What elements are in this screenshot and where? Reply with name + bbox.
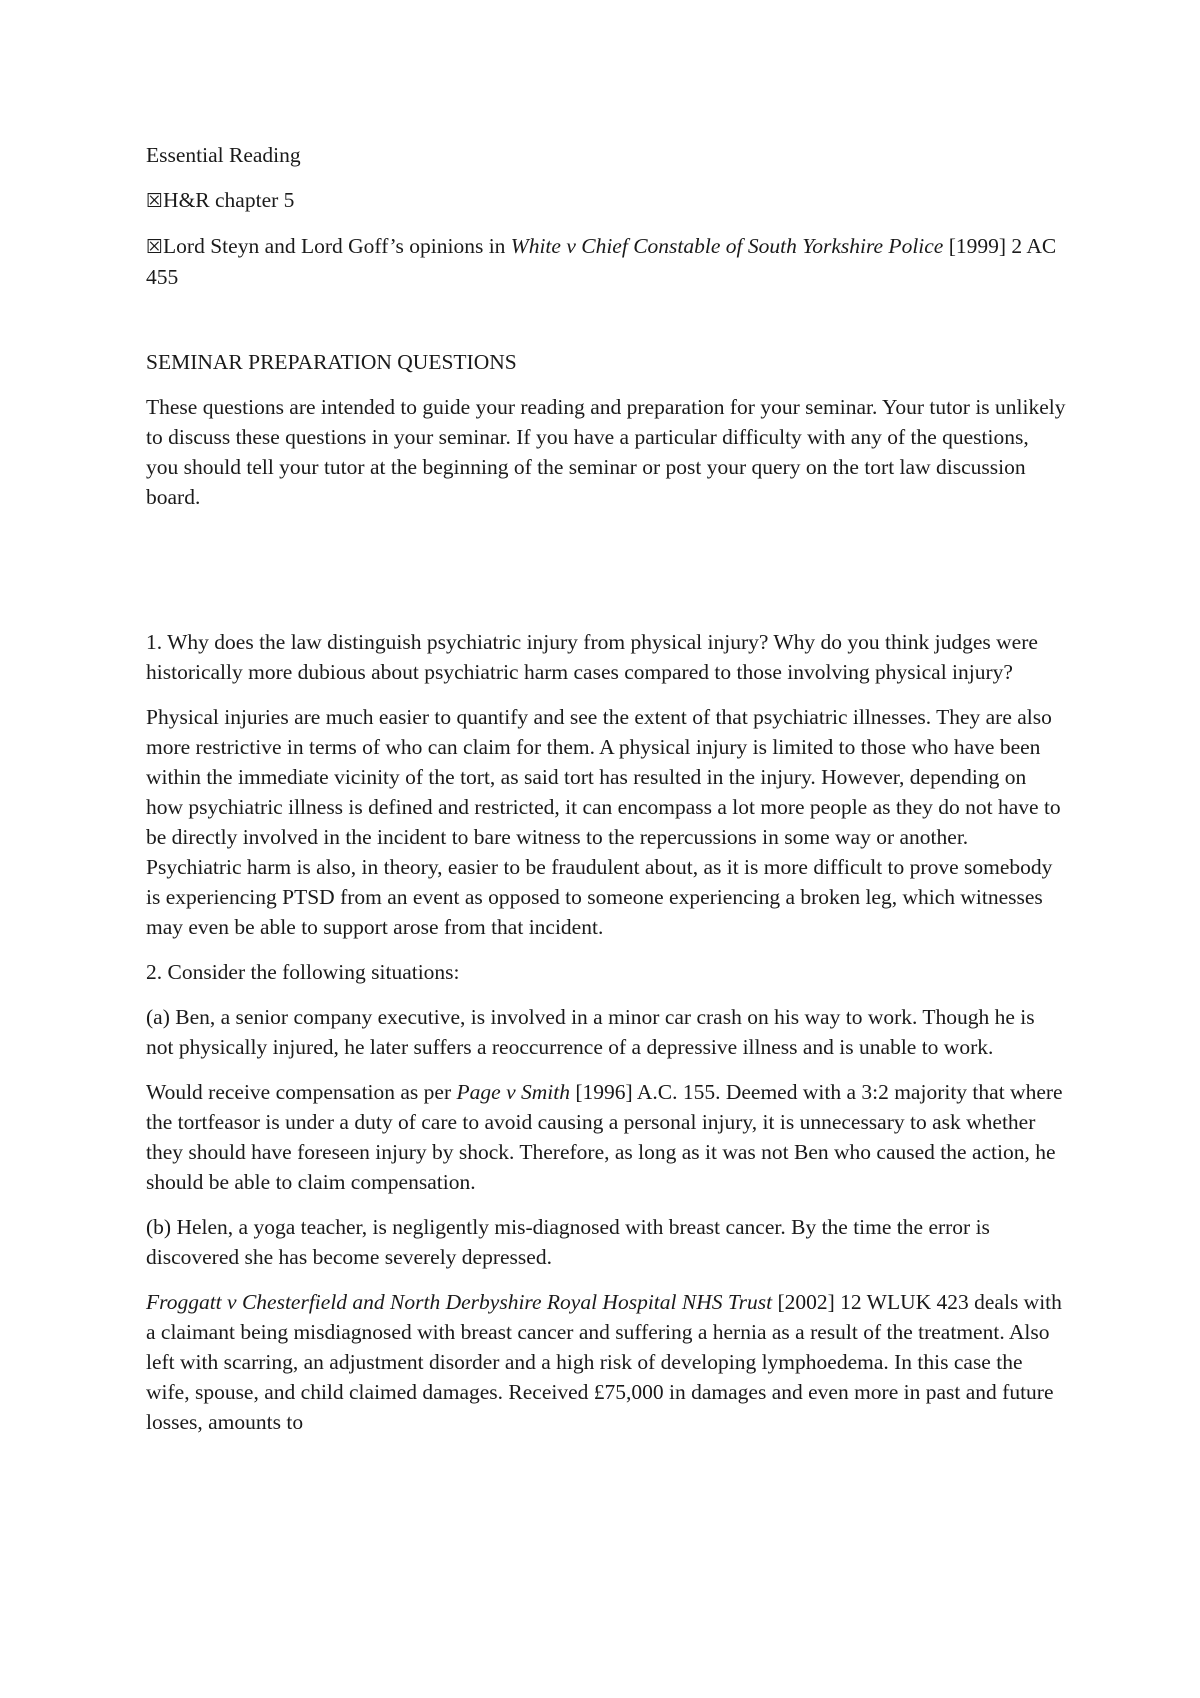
- answer-2a-post: [1996] A.C. 155. Deemed with a 3:2 majority that where the tortfeasor is under a duty of care to avoid causing a personal injury, it is unnecessary to ask whether they should have foreseen injury by shock. Therefore, as long as it was not Ben who caused the action, he should be able to claim compensation.: [146, 1080, 1063, 1194]
- question-1: 1. Why does the law distinguish psychiatric injury from physical injury? Why do you think judges were historically more dubious about psychiatric harm cases compared to those involving physical injury?: [146, 630, 1038, 684]
- question-2b: (b) Helen, a yoga teacher, is negligently mis-diagnosed with breast cancer. By the time the error is discovered she has become severely depressed.: [146, 1215, 990, 1269]
- question-2a: (a) Ben, a senior company executive, is involved in a minor car crash on his way to work. Though he is not physically injured, he later suffers a reoccurrence of a depressive illness and is unable to work.: [146, 1005, 1035, 1059]
- reading-item-2-citation: [1999] 2 AC 455: [146, 234, 1057, 289]
- case-name-white: White v Chief Constable of South Yorkshire Police: [510, 234, 944, 258]
- seminar-heading: SEMINAR PREPARATION QUESTIONS: [146, 350, 517, 374]
- spacer: [146, 527, 1066, 627]
- checkbox-icon: ☒: [146, 190, 164, 212]
- essential-reading-heading: Essential Reading: [146, 143, 301, 167]
- answer-2a-pre: Would receive compensation as per: [146, 1080, 457, 1104]
- case-name-page-v-smith: Page v Smith: [456, 1080, 570, 1104]
- answer-2a: [146, 1077, 1066, 1197]
- reading-item-2: [146, 231, 1066, 292]
- document-page: [146, 140, 1066, 1452]
- reading-item-1-text: H&R chapter 5: [163, 188, 295, 212]
- answer-2b-post: [2002] 12 WLUK 423 deals with a claimant being misdiagnosed with breast cancer and suffering a hernia as a result of the treatment. Also left with scarring, an adjustment disorder and a high risk of developing lymphoedema. In this case the wife, spouse, and child claimed damages. Received £75,000 in damages and even more in past and future losses, amounts to: [146, 1290, 1062, 1434]
- reading-item-2-pre: Lord Steyn and Lord Goff’s opinions in: [163, 234, 511, 258]
- answer-2b: [146, 1287, 1066, 1437]
- checkbox-icon: ☒: [146, 236, 164, 258]
- case-name-froggatt: Froggatt v Chesterfield and North Derbyshire Royal Hospital NHS Trust: [146, 1290, 773, 1314]
- reading-item-1: [146, 185, 1066, 216]
- spacer: [146, 307, 1066, 347]
- seminar-intro: These questions are intended to guide your reading and preparation for your seminar. Your tutor is unlikely to discuss these questions in your seminar. If you have a particular difficulty with any of the questions, you should tell your tutor at the beginning of the seminar or post your query on the tort law discussion board.: [146, 395, 1066, 509]
- question-2: 2. Consider the following situations:: [146, 960, 460, 984]
- answer-1: Physical injuries are much easier to quantify and see the extent of that psychiatric illnesses. They are also more restrictive in terms of who can claim for them. A physical injury is limited to those who have been within the immediate vicinity of the tort, as said tort has resulted in the injury. However, depending on how psychiatric illness is defined and restricted, it can encompass a lot more people as they do not have to be directly involved in the incident to bare witness to the repercussions in some way or another. Psychiatric harm is also, in theory, easier to be fraudulent about, as it is more difficult to prove somebody is experiencing PTSD from an event as opposed to someone experiencing a broken leg, which witnesses may even be able to support arose from that incident.: [146, 705, 1061, 939]
